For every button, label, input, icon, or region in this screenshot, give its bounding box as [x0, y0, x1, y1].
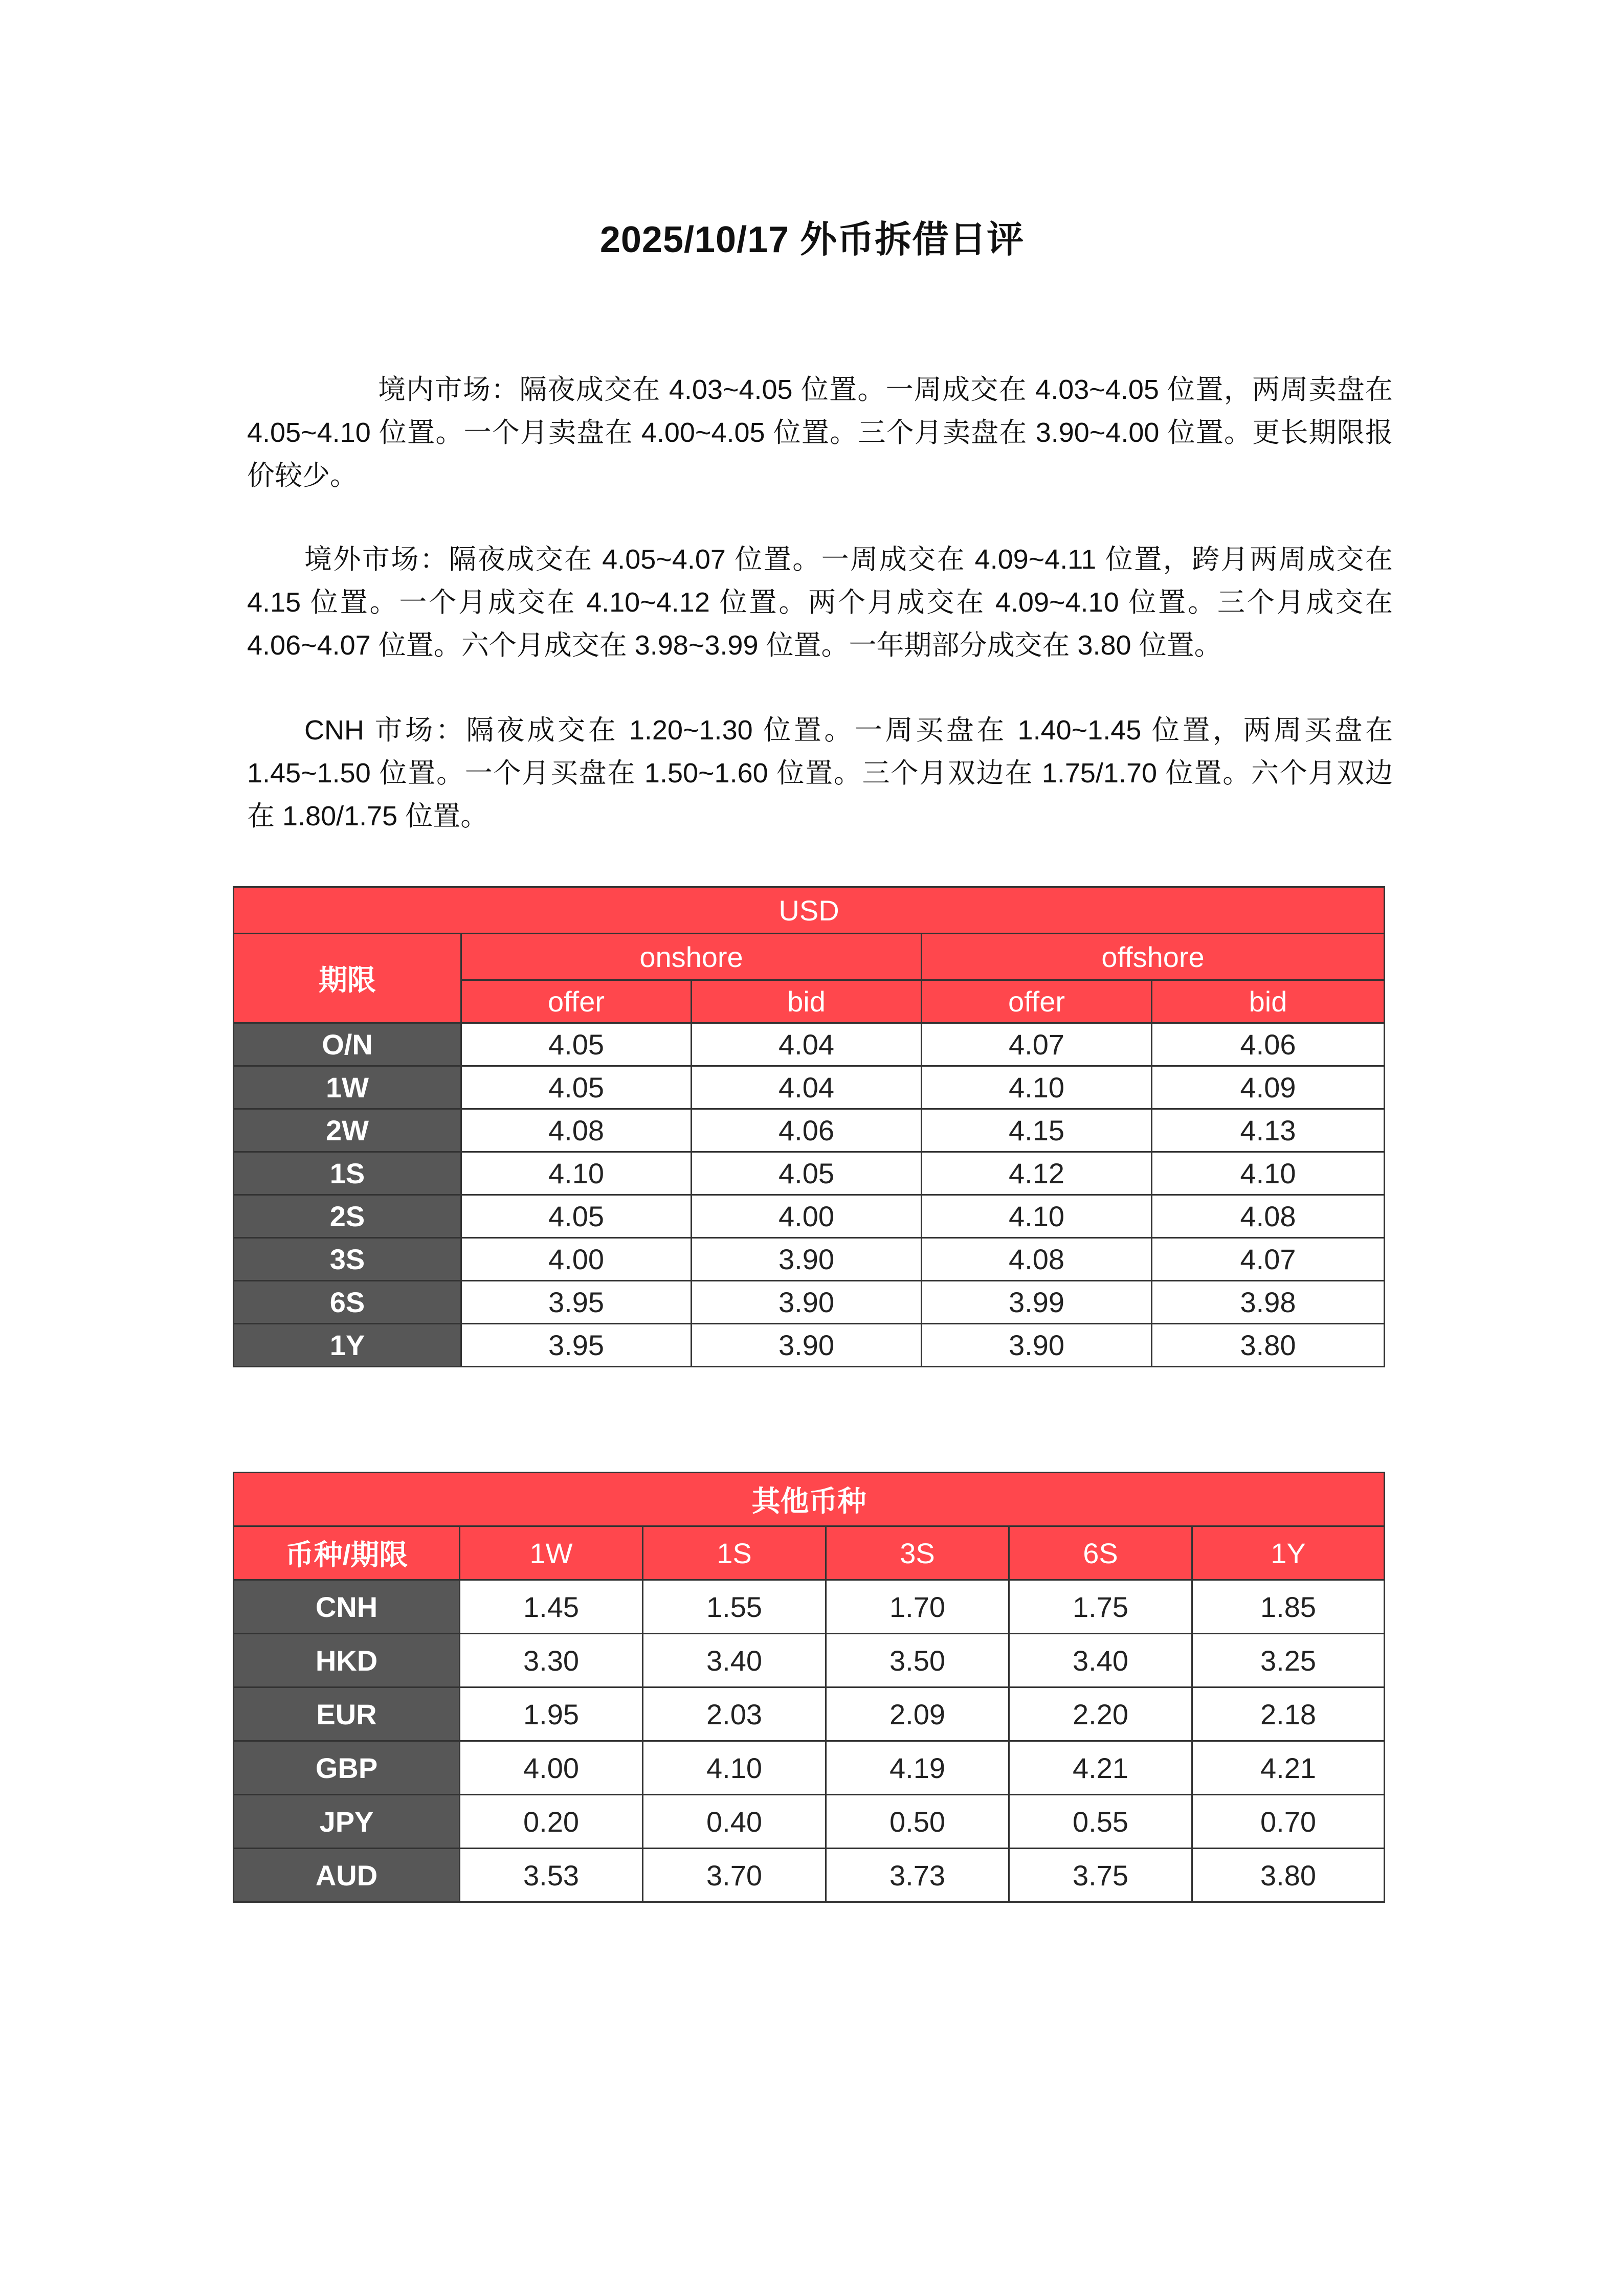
rate-cell: 3.90 [692, 1281, 922, 1324]
table-row [234, 1238, 1385, 1281]
rate-cell: 4.08 [461, 1109, 692, 1152]
rate-cell: 0.50 [826, 1795, 1009, 1849]
offshore-offer-header: offer [922, 980, 1152, 1023]
table-row [234, 1795, 1385, 1849]
currency-label: EUR [234, 1687, 460, 1741]
rate-cell: 3.90 [692, 1324, 922, 1367]
rate-cell: 4.21 [1009, 1741, 1192, 1795]
rate-cell: 4.04 [692, 1023, 922, 1066]
term-label: 3S [234, 1238, 461, 1281]
table-row [234, 1109, 1385, 1152]
rate-cell: 3.25 [1192, 1634, 1385, 1687]
rate-cell: 1.75 [1009, 1580, 1192, 1634]
rate-cell: 4.19 [826, 1741, 1009, 1795]
rate-cell: 4.07 [922, 1023, 1152, 1066]
column-header: 1S [643, 1526, 826, 1580]
onshore-offer-header: offer [461, 980, 692, 1023]
offshore-bid-header: bid [1152, 980, 1385, 1023]
table-row [234, 1849, 1385, 1902]
rate-cell: 3.53 [460, 1849, 643, 1902]
onshore-bid-header: bid [692, 980, 922, 1023]
table-row [234, 1066, 1385, 1109]
column-header: 6S [1009, 1526, 1192, 1580]
term-label: 1W [234, 1066, 461, 1109]
rate-cell: 4.08 [922, 1238, 1152, 1281]
column-header: 3S [826, 1526, 1009, 1580]
currency-label: CNH [234, 1580, 460, 1634]
rate-cell: 3.75 [1009, 1849, 1192, 1902]
rate-cell: 0.20 [460, 1795, 643, 1849]
rate-cell: 4.10 [922, 1195, 1152, 1238]
onshore-market-commentary: 境内市场：隔夜成交在 4.03~4.05 位置。一周成交在 4.03~4.05 位置，两周卖盘在 4.05~4.10 位置。一个月卖盘在 4.00~4.05 位置。三个月卖盘在 3.90~4.00 位置。更长期限报价较少。 [247, 374, 1393, 491]
term-header: 期限 [234, 934, 461, 1023]
rate-cell: 1.95 [460, 1687, 643, 1741]
table-row [234, 1281, 1385, 1324]
currency-term-header: 币种/期限 [234, 1526, 460, 1580]
term-label: 1Y [234, 1324, 461, 1367]
usd-table-title: USD [234, 887, 1385, 934]
currency-label: JPY [234, 1795, 460, 1849]
rate-cell: 1.70 [826, 1580, 1009, 1634]
rate-cell: 3.73 [826, 1849, 1009, 1902]
other-table-title: 其他币种 [234, 1473, 1385, 1526]
table-row [234, 1687, 1385, 1741]
term-label: O/N [234, 1023, 461, 1066]
rate-cell: 1.55 [643, 1580, 826, 1634]
rate-cell: 2.18 [1192, 1687, 1385, 1741]
rate-cell: 4.12 [922, 1152, 1152, 1195]
rate-cell: 1.85 [1192, 1580, 1385, 1634]
rate-cell: 3.99 [922, 1281, 1152, 1324]
rate-cell: 0.40 [643, 1795, 826, 1849]
currency-label: GBP [234, 1741, 460, 1795]
onshore-group-header: onshore [461, 934, 922, 980]
rate-cell: 3.95 [461, 1324, 692, 1367]
table-row [234, 1741, 1385, 1795]
rate-cell: 4.00 [461, 1238, 692, 1281]
rate-cell: 3.80 [1192, 1849, 1385, 1902]
rate-cell: 4.05 [461, 1066, 692, 1109]
rate-cell: 3.70 [643, 1849, 826, 1902]
cnh-market-commentary: CNH 市场：隔夜成交在 1.20~1.30 位置。一周买盘在 1.40~1.45 位置，两周买盘在 1.45~1.50 位置。一个月买盘在 1.50~1.60 位置。三个月双边在 1.75/1.70 位置。六个月双边在 1.80/1.75 位置。 [247, 715, 1393, 831]
term-label: 6S [234, 1281, 461, 1324]
rate-cell: 3.98 [1152, 1281, 1385, 1324]
rate-cell: 4.21 [1192, 1741, 1385, 1795]
term-label: 1S [234, 1152, 461, 1195]
rate-cell: 4.08 [1152, 1195, 1385, 1238]
rate-cell: 2.09 [826, 1687, 1009, 1741]
term-label: 2S [234, 1195, 461, 1238]
rate-cell: 4.05 [461, 1023, 692, 1066]
rate-cell: 4.05 [461, 1195, 692, 1238]
term-label: 2W [234, 1109, 461, 1152]
rate-cell: 4.00 [692, 1195, 922, 1238]
page-title: 2025/10/17 外币拆借日评 [599, 219, 1025, 260]
rate-cell: 4.06 [1152, 1023, 1385, 1066]
rate-cell: 4.13 [1152, 1109, 1385, 1152]
rate-cell: 2.03 [643, 1687, 826, 1741]
rate-cell: 3.95 [461, 1281, 692, 1324]
rate-cell: 4.09 [1152, 1066, 1385, 1109]
rate-cell: 1.45 [460, 1580, 643, 1634]
rate-cell: 4.10 [461, 1152, 692, 1195]
rate-cell: 3.40 [1009, 1634, 1192, 1687]
rate-cell: 4.06 [692, 1109, 922, 1152]
table-row [234, 1023, 1385, 1066]
rate-cell: 4.07 [1152, 1238, 1385, 1281]
rate-cell: 0.70 [1192, 1795, 1385, 1849]
rate-cell: 4.15 [922, 1109, 1152, 1152]
rate-cell: 3.80 [1152, 1324, 1385, 1367]
column-header: 1W [460, 1526, 643, 1580]
table-row [234, 1580, 1385, 1634]
rate-cell: 4.00 [460, 1741, 643, 1795]
usd-rate-table [233, 886, 1385, 1367]
offshore-group-header: offshore [922, 934, 1385, 980]
rate-cell: 3.90 [922, 1324, 1152, 1367]
rate-cell: 4.04 [692, 1066, 922, 1109]
rate-cell: 4.10 [1152, 1152, 1385, 1195]
rate-cell: 4.10 [643, 1741, 826, 1795]
column-header: 1Y [1192, 1526, 1385, 1580]
currency-label: AUD [234, 1849, 460, 1902]
rate-cell: 2.20 [1009, 1687, 1192, 1741]
table-row [234, 1634, 1385, 1687]
offshore-market-commentary: 境外市场：隔夜成交在 4.05~4.07 位置。一周成交在 4.09~4.11 位置，跨月两周成交在 4.15 位置。一个月成交在 4.10~4.12 位置。两个月成交在 4.09~4.10 位置。三个月成交在 4.06~4.07 位置。六个月成交在 3.98~3.99 位置。一年期部分成交在 3.80 位置。 [247, 544, 1393, 661]
table-row [234, 1152, 1385, 1195]
rate-cell: 3.50 [826, 1634, 1009, 1687]
rate-cell: 0.55 [1009, 1795, 1192, 1849]
rate-cell: 3.90 [692, 1238, 922, 1281]
table-row [234, 1195, 1385, 1238]
rate-cell: 4.05 [692, 1152, 922, 1195]
other-currencies-table [233, 1472, 1385, 1903]
rate-cell: 3.40 [643, 1634, 826, 1687]
rate-cell: 4.10 [922, 1066, 1152, 1109]
table-row [234, 1324, 1385, 1367]
rate-cell: 3.30 [460, 1634, 643, 1687]
currency-label: HKD [234, 1634, 460, 1687]
